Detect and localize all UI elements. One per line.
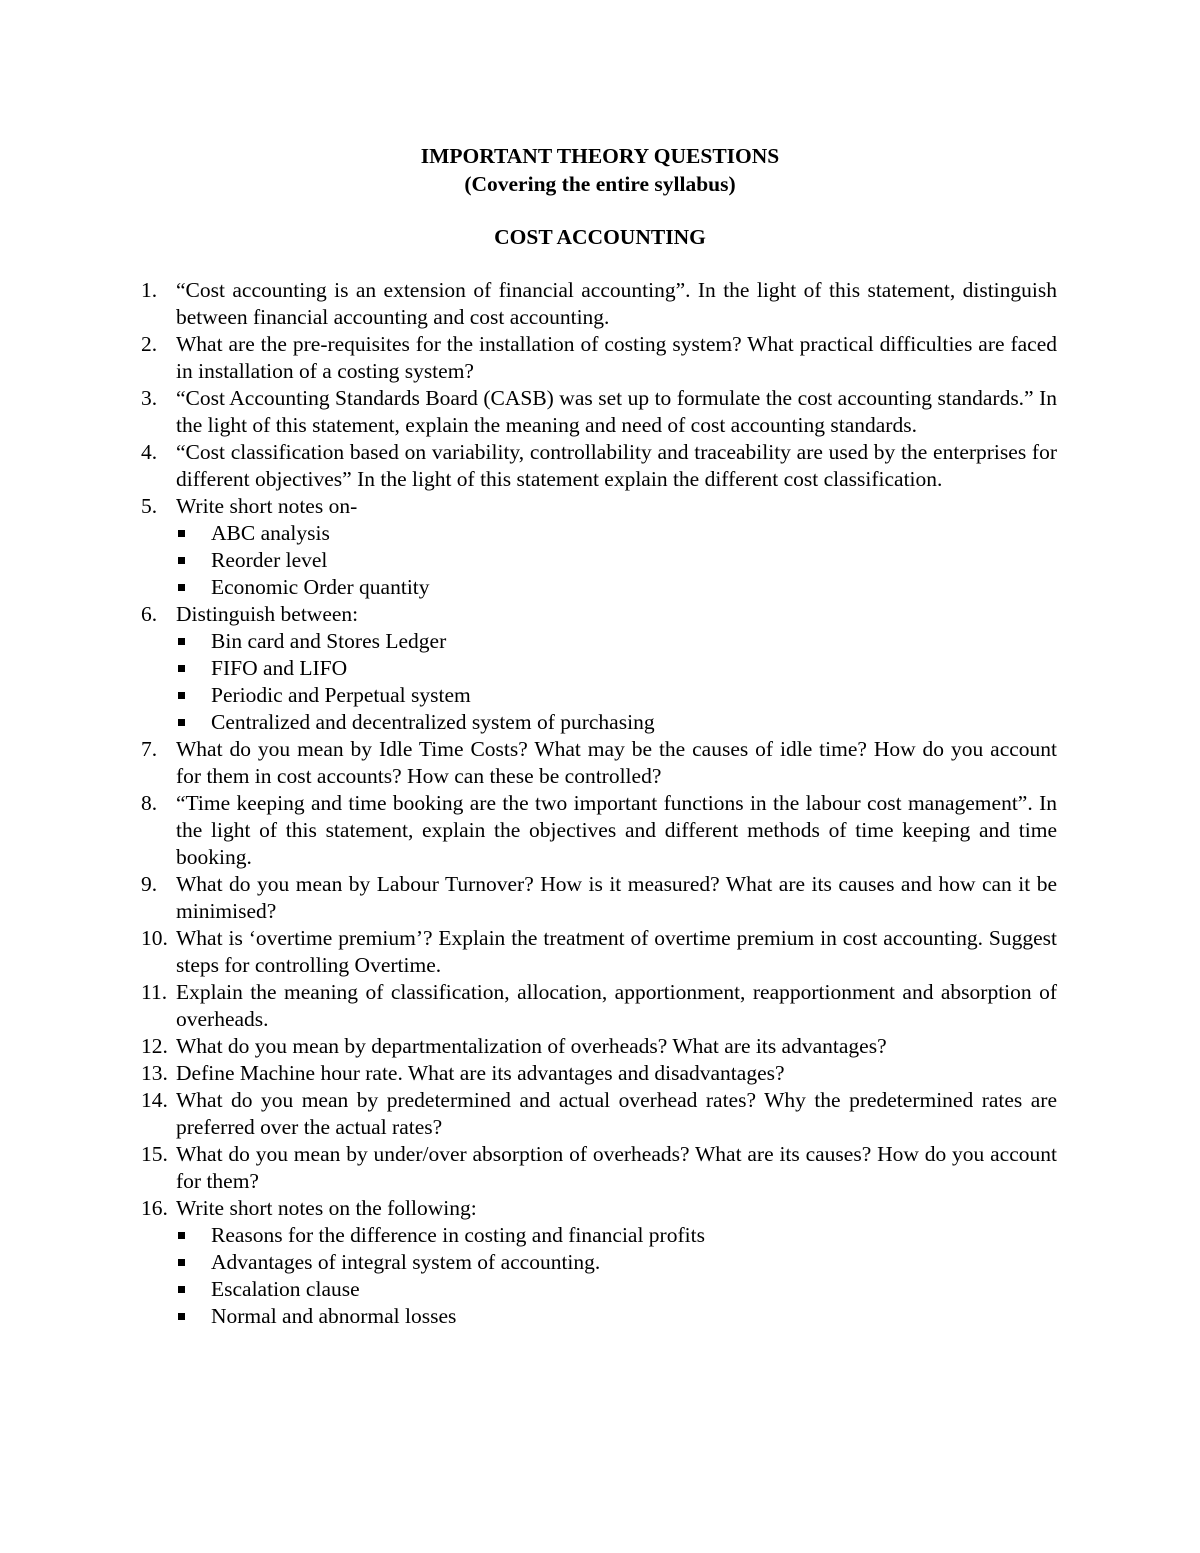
question-item <box>141 331 1057 385</box>
sub-item-list <box>176 1222 1057 1330</box>
question-number: 13. <box>141 1061 168 1085</box>
question-text: “Cost accounting is an extension of financial accounting”. In the light of this statement, distinguish between financial accounting and cost accounting. <box>176 278 1057 329</box>
document-subtitle: (Covering the entire syllabus) <box>464 172 736 196</box>
square-bullet-icon <box>178 530 185 537</box>
question-item <box>141 439 1057 493</box>
question-text: Write short notes on the following: <box>176 1196 477 1220</box>
sub-item <box>176 628 1057 655</box>
question-number: 16. <box>141 1196 168 1220</box>
question-number: 9. <box>141 872 158 896</box>
question-item <box>141 493 1057 601</box>
square-bullet-icon <box>178 584 185 591</box>
question-item <box>141 1141 1057 1195</box>
question-number: 4. <box>141 440 158 464</box>
section-title: COST ACCOUNTING <box>494 225 706 249</box>
sub-item-text: Normal and abnormal losses <box>211 1304 457 1328</box>
question-text: “Time keeping and time booking are the two important functions in the labour cost management”. In the light of this statement, explain the objectives and different methods of time keeping and time booking. <box>176 791 1057 869</box>
sub-item <box>176 520 1057 547</box>
sub-item <box>176 1303 1057 1330</box>
question-text: What is ‘overtime premium’? Explain the treatment of overtime premium in cost accounting. Suggest steps for controlling Overtime. <box>176 926 1057 977</box>
title-block <box>0 142 1200 198</box>
question-number: 10. <box>141 926 168 950</box>
question-item <box>141 736 1057 790</box>
sub-item-text: Reasons for the difference in costing and financial profits <box>211 1223 705 1247</box>
question-item <box>141 1087 1057 1141</box>
square-bullet-icon <box>178 1313 185 1320</box>
question-text: Explain the meaning of classification, allocation, apportionment, reapportionment and absorption of overheads. <box>176 980 1057 1031</box>
question-list <box>141 277 1057 1330</box>
question-item <box>141 790 1057 871</box>
sub-item <box>176 574 1057 601</box>
question-number: 3. <box>141 386 158 410</box>
question-item <box>141 385 1057 439</box>
question-text: “Cost classification based on variability, controllability and traceability are used by the enterprises for different objectives” In the light of this statement explain the different cost classification. <box>176 440 1057 491</box>
sub-item <box>176 1249 1057 1276</box>
sub-item <box>176 547 1057 574</box>
sub-item-text: Escalation clause <box>211 1277 360 1301</box>
question-text: What do you mean by departmentalization of overheads? What are its advantages? <box>176 1034 887 1058</box>
question-number: 14. <box>141 1088 168 1112</box>
square-bullet-icon <box>178 665 185 672</box>
sub-item-text: ABC analysis <box>211 521 330 545</box>
sub-item <box>176 709 1057 736</box>
question-number: 12. <box>141 1034 168 1058</box>
document-title: IMPORTANT THEORY QUESTIONS <box>420 144 780 168</box>
sub-item <box>176 1222 1057 1249</box>
question-item <box>141 1033 1057 1060</box>
square-bullet-icon <box>178 638 185 645</box>
square-bullet-icon <box>178 1286 185 1293</box>
question-number: 5. <box>141 494 158 518</box>
square-bullet-icon <box>178 1232 185 1239</box>
question-item <box>141 1060 1057 1087</box>
question-number: 1. <box>141 278 158 302</box>
sub-item-text: FIFO and LIFO <box>211 656 348 680</box>
sub-item-text: Advantages of integral system of accounting. <box>211 1250 601 1274</box>
sub-item-text: Economic Order quantity <box>211 575 430 599</box>
question-item <box>141 277 1057 331</box>
question-text: What do you mean by predetermined and actual overhead rates? Why the predetermined rates are preferred over the actual rates? <box>176 1088 1057 1139</box>
square-bullet-icon <box>178 1259 185 1266</box>
sub-item-list <box>176 628 1057 736</box>
question-text: “Cost Accounting Standards Board (CASB) was set up to formulate the cost accounting standards.” In the light of this statement, explain the meaning and need of cost accounting standards. <box>176 386 1057 437</box>
question-text: What do you mean by Idle Time Costs? What may be the causes of idle time? How do you account for them in cost accounts? How can these be controlled? <box>176 737 1057 788</box>
question-text: What do you mean by under/over absorption of overheads? What are its causes? How do you account for them? <box>176 1142 1057 1193</box>
question-number: 7. <box>141 737 158 761</box>
sub-item <box>176 682 1057 709</box>
question-number: 11. <box>141 980 168 1004</box>
sub-item <box>176 1276 1057 1303</box>
question-text: What do you mean by Labour Turnover? How is it measured? What are its causes and how can it be minimised? <box>176 872 1057 923</box>
sub-item-text: Periodic and Perpetual system <box>211 683 471 707</box>
sub-item <box>176 655 1057 682</box>
question-number: 8. <box>141 791 158 815</box>
question-number: 15. <box>141 1142 168 1166</box>
question-number: 6. <box>141 602 158 626</box>
question-item <box>141 979 1057 1033</box>
sub-item-list <box>176 520 1057 601</box>
question-text: What are the pre-requisites for the installation of costing system? What practical difficulties are faced in installation of a costing system? <box>176 332 1057 383</box>
question-text: Define Machine hour rate. What are its advantages and disadvantages? <box>176 1061 785 1085</box>
question-number: 2. <box>141 332 158 356</box>
square-bullet-icon <box>178 692 185 699</box>
sub-item-text: Centralized and decentralized system of purchasing <box>211 710 655 734</box>
sub-item-text: Reorder level <box>211 548 328 572</box>
question-text: Write short notes on- <box>176 494 358 518</box>
square-bullet-icon <box>178 719 185 726</box>
question-item <box>141 601 1057 736</box>
question-text: Distinguish between: <box>176 602 359 626</box>
sub-item-text: Bin card and Stores Ledger <box>211 629 447 653</box>
question-item <box>141 925 1057 979</box>
question-item <box>141 871 1057 925</box>
question-item <box>141 1195 1057 1330</box>
square-bullet-icon <box>178 557 185 564</box>
